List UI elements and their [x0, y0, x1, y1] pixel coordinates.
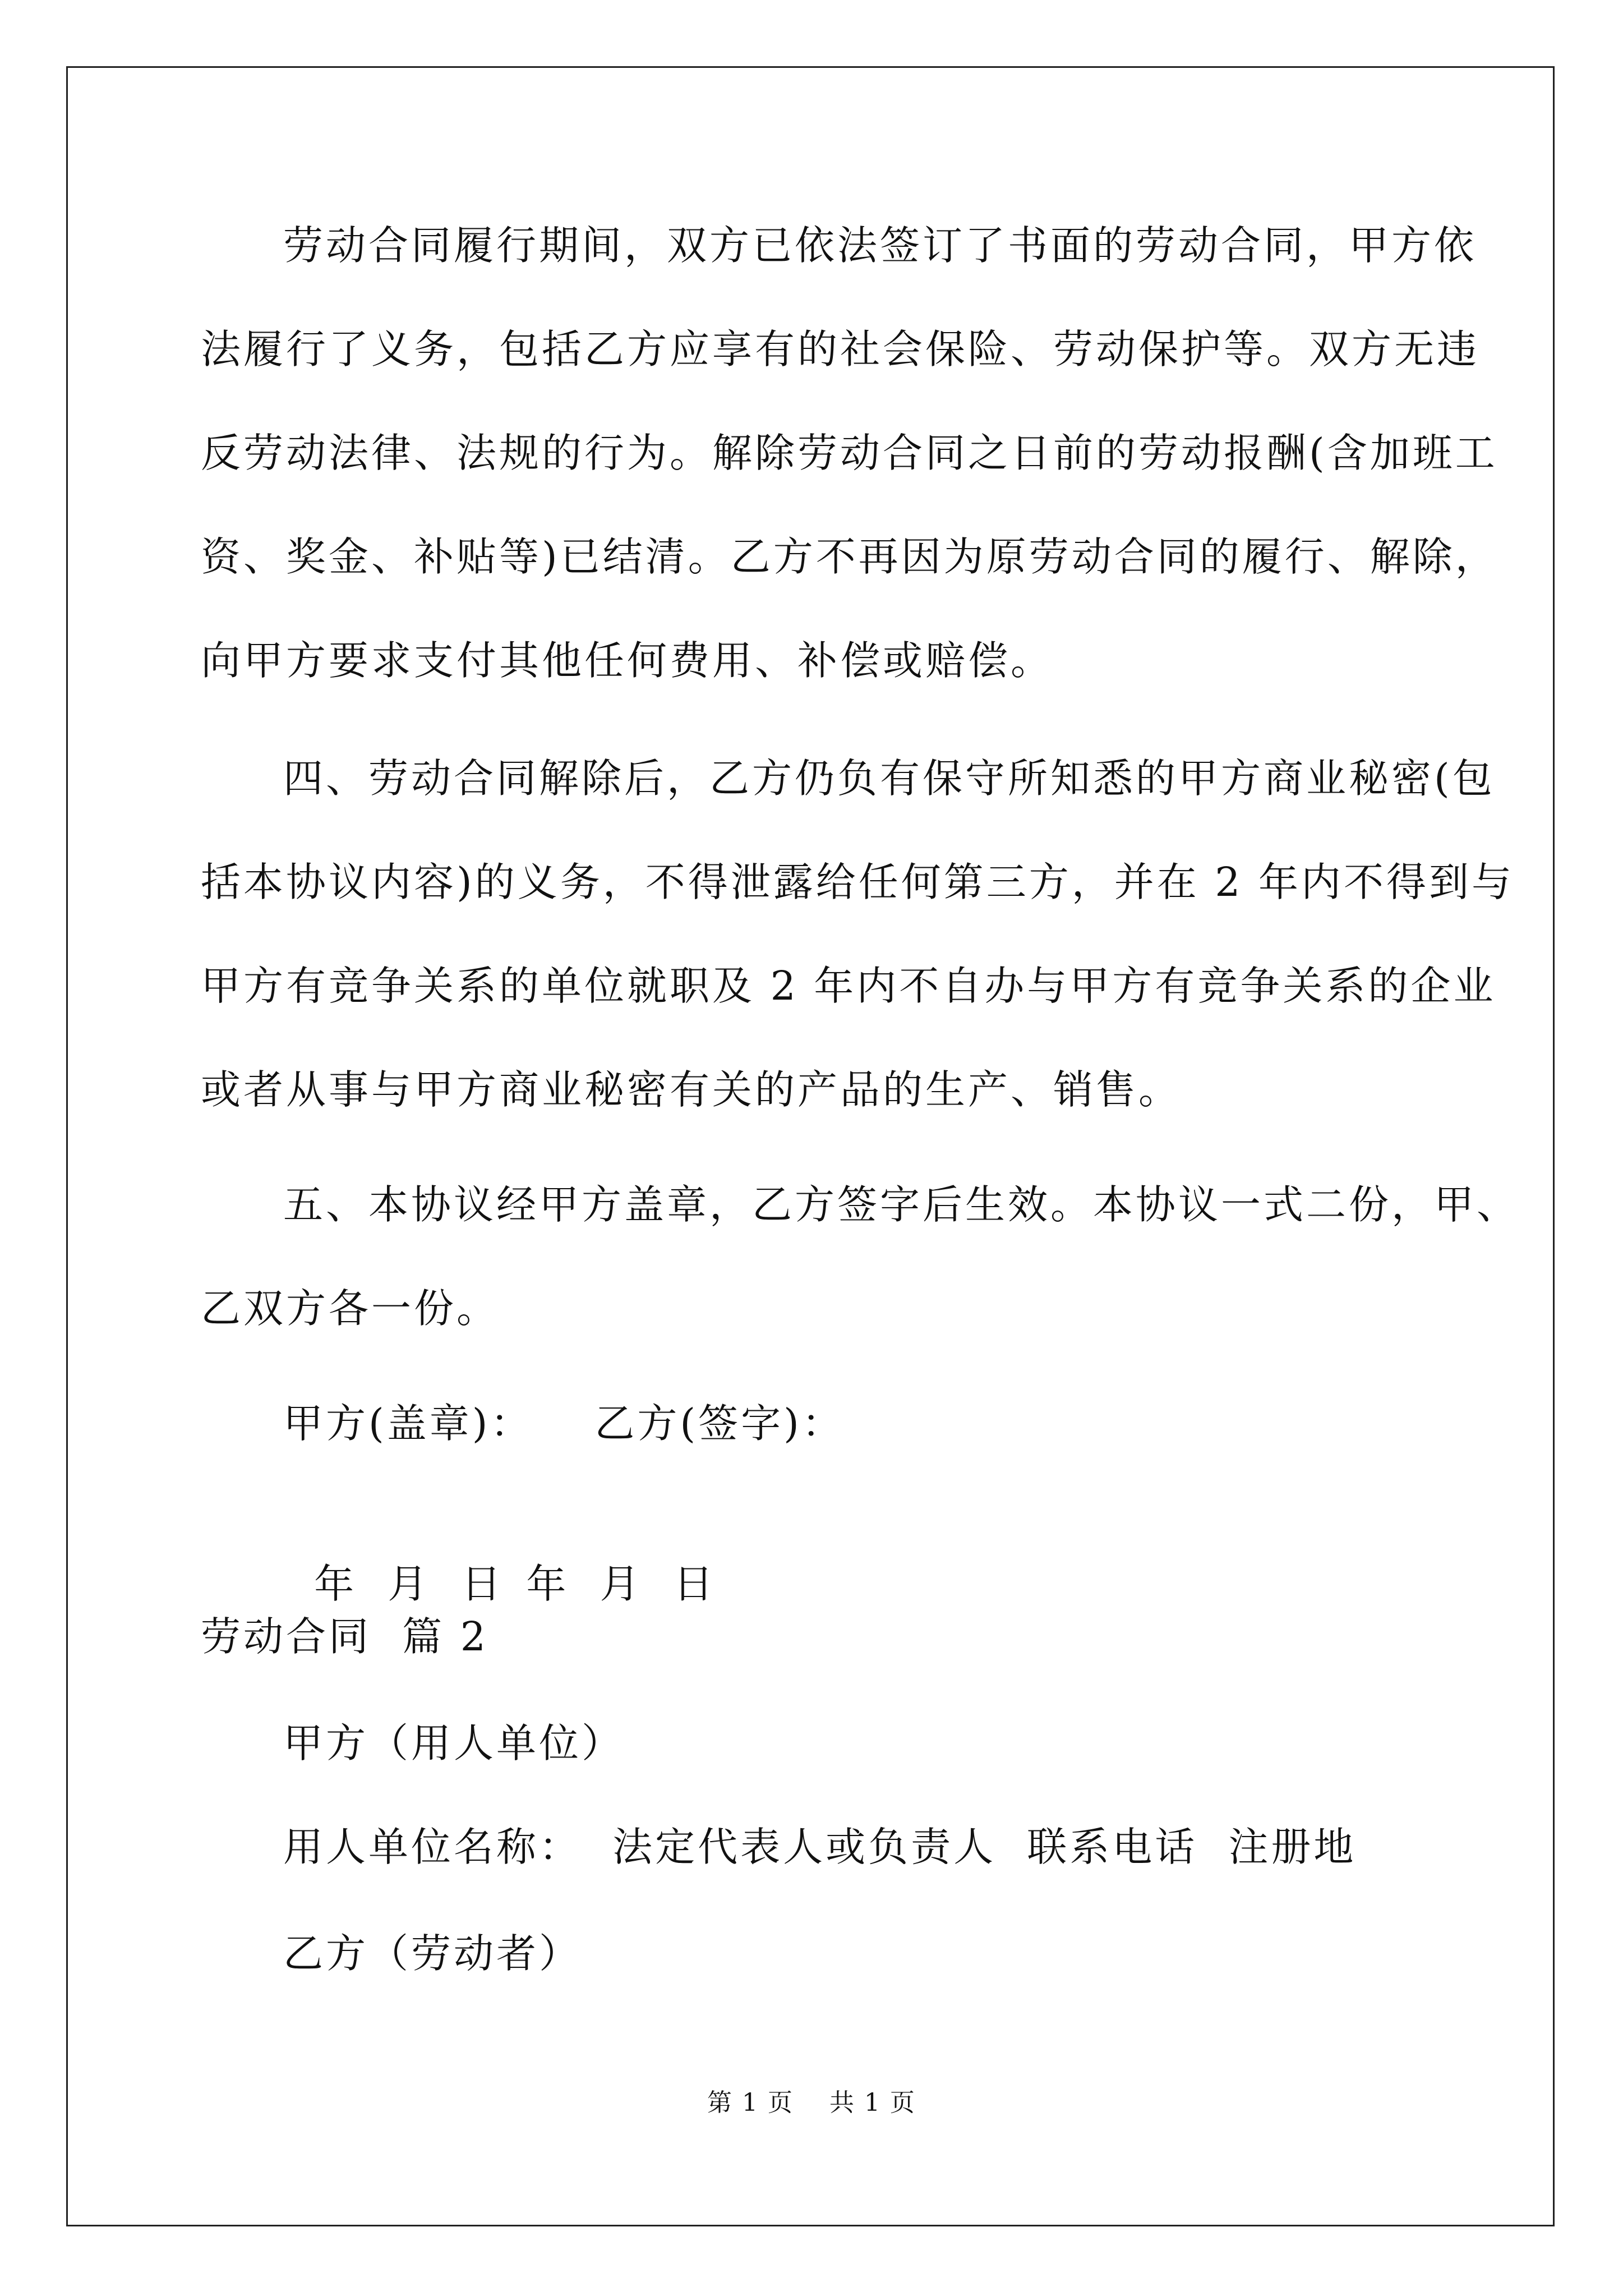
paragraph-3-line-2: 乙双方各一份。 — [201, 1285, 500, 1332]
paragraph-1-line-1: 劳动合同履行期间，双方已依法签订了书面的劳动合同，甲方依 — [283, 222, 1477, 269]
section-2-heading: 劳动合同 篇 2 — [201, 1613, 488, 1660]
paragraph-1-line-2: 法履行了义务，包括乙方应享有的社会保险、劳动保护等。双方无违 — [201, 326, 1480, 372]
employer-fields: 用人单位名称： 法定代表人或负责人 联系电话 注册地 — [283, 1824, 1357, 1870]
employee-label: 乙方（劳动者） — [283, 1930, 582, 1977]
paragraph-2-line-4: 或者从事与甲方商业秘密有关的产品的生产、销售。 — [201, 1066, 1182, 1113]
paragraph-1-line-4: 资、奖金、补贴等)已结清。乙方不再因为原劳动合同的履行、解除， — [201, 533, 1498, 580]
paragraph-3-line-1: 五、本协议经甲方盖章，乙方签字后生效。本协议一式二份，甲、 — [283, 1181, 1520, 1228]
page-footer: 第 1 页 共 1 页 — [707, 2088, 916, 2117]
page-border — [66, 66, 1555, 2226]
party-b-date: 年 月 日 — [526, 1561, 716, 1607]
party-a-seal-label: 甲方(盖章)： — [283, 1400, 533, 1447]
employer-label: 甲方（用人单位） — [283, 1720, 625, 1766]
paragraph-1-line-5: 向甲方要求支付其他任何费用、补偿或赔偿。 — [201, 637, 1054, 684]
date-line — [283, 1503, 716, 1607]
signature-line — [283, 1397, 845, 1451]
party-a-date: 年 月 日 — [314, 1561, 504, 1607]
party-b-sign-label: 乙方(签字)： — [594, 1400, 845, 1447]
paragraph-2-line-3: 甲方有竞争关系的单位就职及 2 年内不自办与甲方有竞争关系的企业 — [201, 963, 1496, 1009]
paragraph-1-line-3: 反劳动法律、法规的行为。解除劳动合同之日前的劳动报酬(含加班工 — [201, 430, 1498, 476]
paragraph-2-line-2: 括本协议内容)的义务，不得泄露给任何第三方，并在 2 年内不得到与 — [201, 859, 1515, 905]
paragraph-2-line-1: 四、劳动合同解除后，乙方仍负有保守所知悉的甲方商业秘密(包 — [283, 755, 1495, 802]
